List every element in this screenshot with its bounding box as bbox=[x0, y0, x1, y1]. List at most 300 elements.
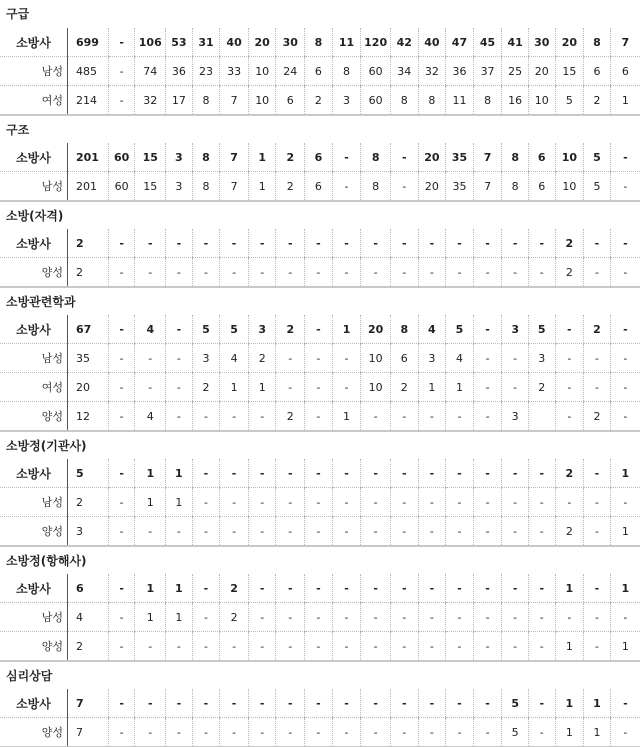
cell-value: - bbox=[276, 689, 305, 718]
cell-value: 40 bbox=[220, 28, 249, 57]
cell-value: - bbox=[418, 517, 446, 546]
cell-value: - bbox=[166, 517, 193, 546]
cell-value: - bbox=[108, 86, 135, 115]
cell-value: 1 bbox=[584, 689, 611, 718]
cell-value: 36 bbox=[446, 57, 474, 86]
cell-value: 74 bbox=[135, 57, 166, 86]
cell-value: - bbox=[220, 229, 249, 258]
section-title: 소방(자격) bbox=[0, 201, 640, 229]
cell-value: 6 bbox=[528, 172, 555, 201]
cell-value: 32 bbox=[418, 57, 446, 86]
table-row bbox=[0, 402, 640, 431]
cell-value: - bbox=[390, 172, 418, 201]
cell-value: 10 bbox=[361, 344, 391, 373]
cell-value: - bbox=[166, 718, 193, 747]
cell-value: - bbox=[276, 229, 305, 258]
cell-value: - bbox=[361, 488, 391, 517]
cell-value: - bbox=[555, 402, 584, 431]
total-value: 2 bbox=[67, 488, 108, 517]
cell-value: 2 bbox=[584, 315, 611, 344]
cell-value: 4 bbox=[418, 315, 446, 344]
row-label: 소방사 bbox=[0, 574, 67, 603]
total-value: 485 bbox=[67, 57, 108, 86]
cell-value: 10 bbox=[528, 86, 555, 115]
cell-value: - bbox=[332, 574, 361, 603]
cell-value: 1 bbox=[610, 86, 640, 115]
cell-value: 1 bbox=[610, 517, 640, 546]
table-row bbox=[0, 718, 640, 747]
cell-value: - bbox=[610, 258, 640, 287]
cell-value: 4 bbox=[135, 315, 166, 344]
cell-value: - bbox=[220, 402, 249, 431]
cell-value: 8 bbox=[192, 143, 220, 172]
total-row bbox=[0, 28, 640, 57]
cell-value: - bbox=[502, 373, 529, 402]
cell-value: - bbox=[220, 632, 249, 661]
cell-value: 2 bbox=[584, 402, 611, 431]
cell-value: 1 bbox=[248, 143, 276, 172]
cell-value: - bbox=[192, 459, 220, 488]
total-row bbox=[0, 574, 640, 603]
cell-value: - bbox=[166, 229, 193, 258]
cell-value: - bbox=[248, 574, 276, 603]
cell-value: 20 bbox=[248, 28, 276, 57]
cell-value: - bbox=[166, 373, 193, 402]
cell-value: 20 bbox=[555, 28, 584, 57]
cell-value: - bbox=[528, 488, 555, 517]
cell-value: - bbox=[361, 632, 391, 661]
section-table bbox=[0, 143, 640, 201]
row-label: 남성 bbox=[0, 172, 67, 201]
cell-value: - bbox=[305, 229, 333, 258]
cell-value: 60 bbox=[361, 86, 391, 115]
cell-value: - bbox=[332, 344, 361, 373]
total-row bbox=[0, 315, 640, 344]
cell-value: - bbox=[248, 603, 276, 632]
cell-value: - bbox=[361, 517, 391, 546]
cell-value: - bbox=[473, 229, 502, 258]
cell-value: 41 bbox=[502, 28, 529, 57]
cell-value: - bbox=[418, 718, 446, 747]
cell-value: - bbox=[502, 632, 529, 661]
cell-value: - bbox=[220, 689, 249, 718]
cell-value: 1 bbox=[555, 718, 584, 747]
cell-value: 2 bbox=[248, 344, 276, 373]
cell-value: 2 bbox=[276, 143, 305, 172]
cell-value: 42 bbox=[390, 28, 418, 57]
cell-value: - bbox=[135, 632, 166, 661]
row-label: 소방사 bbox=[0, 143, 67, 172]
cell-value: - bbox=[446, 517, 474, 546]
cell-value: 15 bbox=[135, 143, 166, 172]
cell-value: 6 bbox=[305, 172, 333, 201]
cell-value: - bbox=[446, 718, 474, 747]
cell-value: - bbox=[555, 603, 584, 632]
cell-value: 3 bbox=[332, 86, 361, 115]
cell-value: - bbox=[192, 603, 220, 632]
row-label: 양성 bbox=[0, 402, 67, 431]
cell-value: 10 bbox=[248, 86, 276, 115]
cell-value: - bbox=[108, 57, 135, 86]
total-value: 5 bbox=[67, 459, 108, 488]
cell-value: - bbox=[502, 574, 529, 603]
section-title: 구조 bbox=[0, 115, 640, 143]
cell-value: - bbox=[192, 258, 220, 287]
cell-value: - bbox=[418, 488, 446, 517]
section-title: 소방정(기관사) bbox=[0, 431, 640, 459]
cell-value: 2 bbox=[555, 258, 584, 287]
cell-value: 15 bbox=[555, 57, 584, 86]
cell-value: 10 bbox=[555, 143, 584, 172]
cell-value: - bbox=[332, 459, 361, 488]
cell-value: - bbox=[390, 258, 418, 287]
cell-value: - bbox=[135, 229, 166, 258]
cell-value: - bbox=[108, 488, 135, 517]
cell-value: - bbox=[446, 488, 474, 517]
cell-value: 6 bbox=[390, 344, 418, 373]
cell-value: 6 bbox=[610, 57, 640, 86]
cell-value: 1 bbox=[555, 574, 584, 603]
cell-value: - bbox=[502, 517, 529, 546]
cell-value: - bbox=[305, 517, 333, 546]
total-value: 3 bbox=[67, 517, 108, 546]
cell-value: - bbox=[361, 574, 391, 603]
cell-value: 3 bbox=[418, 344, 446, 373]
cell-value: - bbox=[418, 632, 446, 661]
cell-value: - bbox=[305, 344, 333, 373]
cell-value: - bbox=[361, 459, 391, 488]
cell-value: - bbox=[361, 402, 391, 431]
cell-value: - bbox=[446, 258, 474, 287]
cell-value: 2 bbox=[555, 229, 584, 258]
cell-value: 35 bbox=[446, 143, 474, 172]
cell-value: - bbox=[584, 258, 611, 287]
cell-value: - bbox=[166, 402, 193, 431]
cell-value: - bbox=[248, 632, 276, 661]
cell-value: - bbox=[610, 344, 640, 373]
cell-value: - bbox=[332, 172, 361, 201]
cell-value: - bbox=[135, 344, 166, 373]
cell-value: - bbox=[528, 574, 555, 603]
cell-value: - bbox=[473, 632, 502, 661]
cell-value: - bbox=[248, 402, 276, 431]
cell-value: - bbox=[305, 488, 333, 517]
cell-value: - bbox=[192, 517, 220, 546]
cell-value: - bbox=[276, 373, 305, 402]
cell-value: - bbox=[248, 689, 276, 718]
section-table bbox=[0, 574, 640, 661]
cell-value: - bbox=[610, 402, 640, 431]
cell-value: 4 bbox=[135, 402, 166, 431]
cell-value: - bbox=[305, 689, 333, 718]
cell-value: 35 bbox=[446, 172, 474, 201]
cell-value: - bbox=[528, 632, 555, 661]
cell-value: - bbox=[332, 517, 361, 546]
cell-value: 5 bbox=[502, 718, 529, 747]
cell-value: 33 bbox=[220, 57, 249, 86]
cell-value: - bbox=[192, 488, 220, 517]
cell-value: - bbox=[332, 603, 361, 632]
cell-value: - bbox=[361, 229, 391, 258]
cell-value: 2 bbox=[220, 603, 249, 632]
cell-value: - bbox=[555, 488, 584, 517]
cell-value: - bbox=[473, 344, 502, 373]
cell-value: 20 bbox=[528, 57, 555, 86]
cell-value: 8 bbox=[418, 86, 446, 115]
cell-value: - bbox=[135, 718, 166, 747]
cell-value: 1 bbox=[418, 373, 446, 402]
cell-value: 45 bbox=[473, 28, 502, 57]
cell-value: - bbox=[108, 632, 135, 661]
cell-value: 3 bbox=[166, 143, 193, 172]
cell-value: - bbox=[332, 632, 361, 661]
cell-value: - bbox=[276, 488, 305, 517]
total-row bbox=[0, 143, 640, 172]
cell-value: 2 bbox=[555, 517, 584, 546]
cell-value: - bbox=[332, 258, 361, 287]
cell-value: - bbox=[276, 258, 305, 287]
cell-value: 2 bbox=[528, 373, 555, 402]
cell-value: - bbox=[166, 632, 193, 661]
cell-value: 3 bbox=[528, 344, 555, 373]
cell-value: 8 bbox=[192, 172, 220, 201]
cell-value: - bbox=[276, 632, 305, 661]
cell-value: 20 bbox=[418, 143, 446, 172]
cell-value: - bbox=[390, 459, 418, 488]
cell-value: - bbox=[528, 459, 555, 488]
cell-value: 24 bbox=[276, 57, 305, 86]
cell-value: 1 bbox=[166, 488, 193, 517]
table-row bbox=[0, 344, 640, 373]
cell-value: - bbox=[248, 718, 276, 747]
cell-value: 5 bbox=[192, 315, 220, 344]
cell-value: 10 bbox=[555, 172, 584, 201]
cell-value: 2 bbox=[192, 373, 220, 402]
cell-value: 1 bbox=[555, 689, 584, 718]
cell-value: - bbox=[502, 459, 529, 488]
cell-value: - bbox=[166, 315, 193, 344]
cell-value: - bbox=[305, 459, 333, 488]
cell-value: 20 bbox=[361, 315, 391, 344]
cell-value: - bbox=[108, 344, 135, 373]
cell-value: - bbox=[528, 603, 555, 632]
cell-value: - bbox=[610, 603, 640, 632]
cell-value: 60 bbox=[361, 57, 391, 86]
cell-value: - bbox=[276, 517, 305, 546]
cell-value: - bbox=[361, 689, 391, 718]
cell-value: - bbox=[361, 258, 391, 287]
cell-value: - bbox=[192, 718, 220, 747]
cell-value: 3 bbox=[166, 172, 193, 201]
total-value: 699 bbox=[67, 28, 108, 57]
cell-value: - bbox=[390, 488, 418, 517]
cell-value: - bbox=[473, 373, 502, 402]
cell-value: - bbox=[610, 229, 640, 258]
cell-value bbox=[528, 402, 555, 431]
cell-value: 25 bbox=[502, 57, 529, 86]
cell-value: 1 bbox=[135, 459, 166, 488]
cell-value: - bbox=[610, 143, 640, 172]
cell-value: 30 bbox=[528, 28, 555, 57]
total-value: 2 bbox=[67, 229, 108, 258]
cell-value: 31 bbox=[192, 28, 220, 57]
cell-value: - bbox=[276, 603, 305, 632]
cell-value: - bbox=[332, 143, 361, 172]
cell-value: - bbox=[418, 402, 446, 431]
cell-value: - bbox=[332, 373, 361, 402]
cell-value: 8 bbox=[361, 172, 391, 201]
cell-value: 16 bbox=[502, 86, 529, 115]
cell-value: 47 bbox=[446, 28, 474, 57]
cell-value: - bbox=[473, 517, 502, 546]
cell-value: - bbox=[528, 718, 555, 747]
cell-value: - bbox=[192, 632, 220, 661]
cell-value: 1 bbox=[332, 402, 361, 431]
cell-value: 7 bbox=[220, 143, 249, 172]
cell-value: - bbox=[305, 258, 333, 287]
cell-value: - bbox=[135, 258, 166, 287]
cell-value: 3 bbox=[192, 344, 220, 373]
total-value: 2 bbox=[67, 632, 108, 661]
cell-value: - bbox=[473, 488, 502, 517]
row-label: 양성 bbox=[0, 632, 67, 661]
section-title: 소방관련학과 bbox=[0, 287, 640, 315]
cell-value: 8 bbox=[332, 57, 361, 86]
cell-value: - bbox=[473, 689, 502, 718]
cell-value: - bbox=[276, 344, 305, 373]
cell-value: 1 bbox=[135, 488, 166, 517]
cell-value: - bbox=[502, 229, 529, 258]
cell-value: - bbox=[305, 402, 333, 431]
cell-value: - bbox=[248, 517, 276, 546]
row-label: 소방사 bbox=[0, 315, 67, 344]
cell-value: 8 bbox=[502, 143, 529, 172]
table-row bbox=[0, 517, 640, 546]
cell-value: 3 bbox=[248, 315, 276, 344]
cell-value: 1 bbox=[248, 172, 276, 201]
total-value: 67 bbox=[67, 315, 108, 344]
cell-value: - bbox=[446, 229, 474, 258]
cell-value: - bbox=[390, 632, 418, 661]
cell-value: 11 bbox=[332, 28, 361, 57]
row-label: 남성 bbox=[0, 57, 67, 86]
cell-value: - bbox=[390, 402, 418, 431]
cell-value: - bbox=[220, 488, 249, 517]
cell-value: 5 bbox=[584, 172, 611, 201]
cell-value: 1 bbox=[248, 373, 276, 402]
cell-value: - bbox=[418, 689, 446, 718]
cell-value: - bbox=[108, 459, 135, 488]
cell-value: 8 bbox=[502, 172, 529, 201]
cell-value: - bbox=[528, 229, 555, 258]
row-label: 여성 bbox=[0, 373, 67, 402]
cell-value: - bbox=[446, 689, 474, 718]
cell-value: 23 bbox=[192, 57, 220, 86]
cell-value: - bbox=[135, 689, 166, 718]
cell-value: - bbox=[584, 229, 611, 258]
cell-value: 1 bbox=[610, 632, 640, 661]
cell-value: - bbox=[418, 603, 446, 632]
total-row bbox=[0, 459, 640, 488]
cell-value: 5 bbox=[584, 143, 611, 172]
row-label: 남성 bbox=[0, 488, 67, 517]
cell-value: - bbox=[446, 603, 474, 632]
row-label: 소방사 bbox=[0, 689, 67, 718]
cell-value: 7 bbox=[473, 172, 502, 201]
cell-value: 1 bbox=[332, 315, 361, 344]
total-value: 214 bbox=[67, 86, 108, 115]
cell-value: 53 bbox=[166, 28, 193, 57]
cell-value: 60 bbox=[108, 172, 135, 201]
cell-value: 8 bbox=[584, 28, 611, 57]
cell-value: 36 bbox=[166, 57, 193, 86]
cell-value: 34 bbox=[390, 57, 418, 86]
cell-value: 30 bbox=[276, 28, 305, 57]
cell-value: 2 bbox=[220, 574, 249, 603]
cell-value: - bbox=[584, 373, 611, 402]
table-row bbox=[0, 86, 640, 115]
cell-value: - bbox=[108, 574, 135, 603]
cell-value: - bbox=[555, 344, 584, 373]
cell-value: 5 bbox=[528, 315, 555, 344]
cell-value: - bbox=[418, 459, 446, 488]
table-row bbox=[0, 258, 640, 287]
cell-value: - bbox=[108, 229, 135, 258]
table-row bbox=[0, 488, 640, 517]
cell-value: 5 bbox=[220, 315, 249, 344]
row-label: 소방사 bbox=[0, 459, 67, 488]
cell-value: - bbox=[305, 718, 333, 747]
cell-value: - bbox=[332, 718, 361, 747]
cell-value: - bbox=[390, 574, 418, 603]
cell-value: 7 bbox=[220, 172, 249, 201]
cell-value: 7 bbox=[610, 28, 640, 57]
cell-value: - bbox=[305, 574, 333, 603]
cell-value: 1 bbox=[135, 574, 166, 603]
cell-value: - bbox=[276, 574, 305, 603]
cell-value: 11 bbox=[446, 86, 474, 115]
table-row bbox=[0, 57, 640, 86]
cell-value: - bbox=[220, 459, 249, 488]
cell-value: 1 bbox=[610, 574, 640, 603]
cell-value: 7 bbox=[473, 143, 502, 172]
cell-value: - bbox=[473, 603, 502, 632]
total-value: 7 bbox=[67, 689, 108, 718]
cell-value: 3 bbox=[502, 315, 529, 344]
cell-value: - bbox=[108, 603, 135, 632]
cell-value: 32 bbox=[135, 86, 166, 115]
cell-value: 20 bbox=[418, 172, 446, 201]
cell-value: - bbox=[305, 632, 333, 661]
cell-value: - bbox=[473, 258, 502, 287]
cell-value: 2 bbox=[276, 315, 305, 344]
cell-value: - bbox=[418, 258, 446, 287]
cell-value: - bbox=[446, 402, 474, 431]
cell-value: 7 bbox=[220, 86, 249, 115]
row-label: 소방사 bbox=[0, 229, 67, 258]
cell-value: - bbox=[610, 172, 640, 201]
row-label: 여성 bbox=[0, 86, 67, 115]
cell-value: - bbox=[305, 603, 333, 632]
table-row bbox=[0, 172, 640, 201]
section-table bbox=[0, 459, 640, 546]
table-row bbox=[0, 373, 640, 402]
section-table bbox=[0, 229, 640, 287]
cell-value: - bbox=[473, 459, 502, 488]
section-table bbox=[0, 689, 640, 747]
cell-value: - bbox=[166, 344, 193, 373]
cell-value: 15 bbox=[135, 172, 166, 201]
